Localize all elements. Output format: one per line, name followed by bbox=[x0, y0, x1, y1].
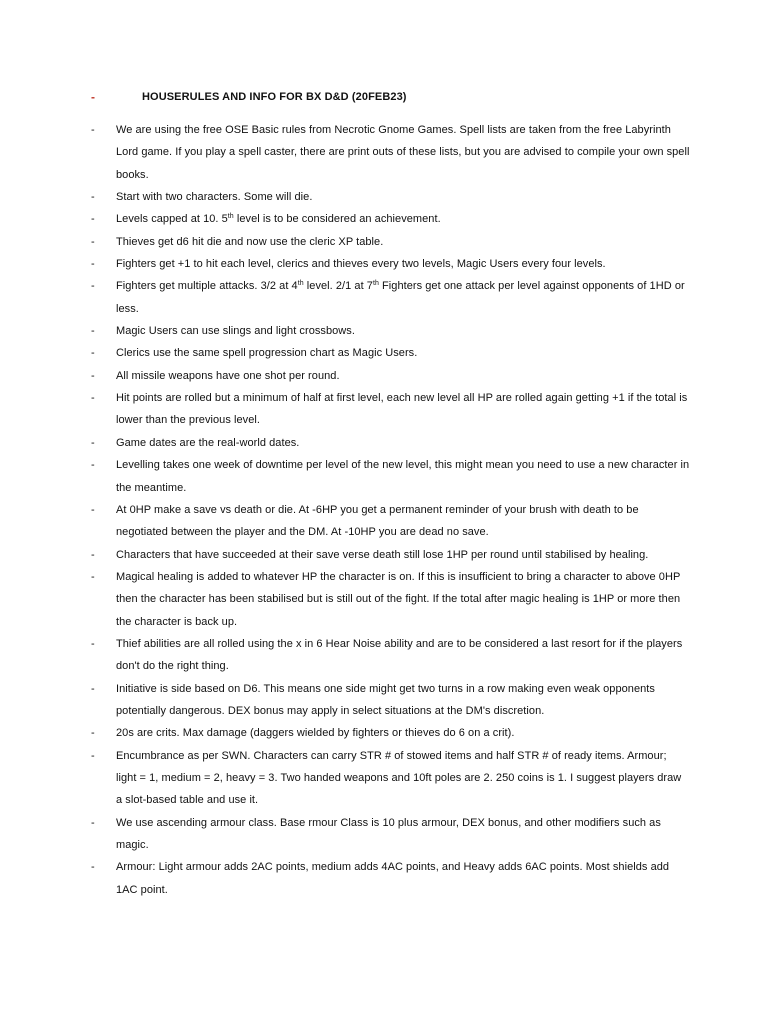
rule-text: Fighters get multiple attacks. 3/2 at 4th level. 2/1 at 7th Fighters get one attack per level against opponents of 1HD or less. bbox=[116, 280, 685, 315]
rule-bullet: - bbox=[91, 548, 95, 561]
rule-bullet: - bbox=[91, 392, 95, 405]
rule-item bbox=[90, 745, 690, 812]
rule-bullet: - bbox=[91, 816, 95, 829]
rule-bullet: - bbox=[91, 191, 95, 204]
rule-text: Magical healing is added to whatever HP the character is on. If this is insufficient to bring a character to above 0HP then the character has been stabilised but is still out of the fight. If the total after magic healing is 1HP or more then the character is back up. bbox=[116, 570, 681, 628]
rule-item bbox=[90, 856, 690, 901]
rule-item bbox=[90, 119, 690, 186]
rule-text: Encumbrance as per SWN. Characters can carry STR # of stowed items and half STR # of ready items. Armour; light = 1, medium = 2, heavy = 3. Two handed weapons and 10ft poles are 2. 250 coins is 1. I suggest players draw a slot-based table and use it. bbox=[116, 749, 682, 807]
rule-text: Armour: Light armour adds 2AC points, medium adds 4AC points, and Heavy adds 6AC points. Most shields add 1AC point. bbox=[116, 861, 670, 896]
rule-bullet: - bbox=[91, 570, 95, 583]
rule-bullet: - bbox=[91, 347, 95, 360]
rule-item bbox=[90, 722, 690, 744]
rule-bullet: - bbox=[91, 258, 95, 271]
rule-bullet: - bbox=[91, 727, 95, 740]
rule-item bbox=[90, 186, 690, 208]
rule-text: We are using the free OSE Basic rules from Necrotic Gnome Games. Spell lists are taken from the free Labyrinth Lord game. If you play a spell caster, there are print outs of these lists, but you are advised to compile your own spell books. bbox=[116, 124, 690, 181]
rule-item bbox=[90, 454, 690, 499]
rule-item bbox=[90, 566, 690, 633]
rule-item bbox=[90, 253, 690, 275]
rule-text: Clerics use the same spell progression chart as Magic Users. bbox=[116, 347, 418, 360]
rule-item bbox=[90, 432, 690, 454]
rule-text: Game dates are the real-world dates. bbox=[116, 436, 300, 449]
rule-item bbox=[90, 208, 690, 230]
rule-text: Start with two characters. Some will die. bbox=[116, 191, 313, 204]
rule-bullet: - bbox=[91, 213, 95, 226]
rule-bullet: - bbox=[91, 325, 95, 338]
rule-bullet: - bbox=[91, 235, 95, 248]
rule-text: Characters that have succeeded at their save verse death still lose 1HP per round until stabilised by healing. bbox=[116, 548, 649, 561]
rule-item bbox=[90, 812, 690, 857]
rule-item bbox=[90, 231, 690, 253]
title-row bbox=[91, 90, 691, 104]
rule-text: Levels capped at 10. 5th level is to be considered an achievement. bbox=[116, 213, 441, 226]
house-rules-list bbox=[90, 119, 690, 901]
rule-text: At 0HP make a save vs death or die. At -6HP you get a permanent reminder of your brush with death to be negotiated between the player and the DM. At -10HP you are dead no save. bbox=[116, 503, 639, 539]
rule-text: We use ascending armour class. Base rmour Class is 10 plus armour, DEX bonus, and other modifiers such as magic. bbox=[116, 816, 661, 851]
rule-item bbox=[90, 365, 690, 387]
title-bullet: - bbox=[91, 90, 95, 104]
rule-item bbox=[90, 544, 690, 566]
rule-bullet: - bbox=[91, 124, 95, 136]
rule-item bbox=[90, 499, 690, 544]
rule-text: Magic Users can use slings and light crossbows. bbox=[116, 325, 355, 338]
rule-bullet: - bbox=[91, 637, 95, 650]
rule-text: Thieves get d6 hit die and now use the cleric XP table. bbox=[116, 235, 384, 248]
rule-text: Fighters get +1 to hit each level, clerics and thieves every two levels, Magic Users every four levels. bbox=[116, 258, 606, 271]
rule-bullet: - bbox=[91, 459, 95, 472]
rule-text: Thief abilities are all rolled using the x in 6 Hear Noise ability and are to be considered a last resort for if the players don't do the right thing. bbox=[116, 637, 683, 673]
document-title: HOUSERULES AND INFO FOR BX D&D (20FEB23) bbox=[142, 91, 407, 103]
rule-bullet: - bbox=[91, 503, 95, 516]
rule-text: Levelling takes one week of downtime per level of the new level, this might mean you need to use a new character in the meantime. bbox=[116, 459, 690, 494]
rule-bullet: - bbox=[91, 436, 95, 449]
rule-bullet: - bbox=[91, 861, 95, 874]
rule-item bbox=[90, 387, 690, 432]
rule-bullet: - bbox=[91, 682, 95, 695]
rule-text: Initiative is side based on D6. This means one side might get two turns in a row making even weak opponents potentially dangerous. DEX bonus may apply in select situations at the DM's discretion. bbox=[116, 682, 655, 717]
rule-item bbox=[90, 342, 690, 364]
rule-item bbox=[90, 320, 690, 342]
rule-item bbox=[90, 633, 690, 678]
rule-bullet: - bbox=[91, 369, 95, 382]
rule-text: 20s are crits. Max damage (daggers wielded by fighters or thieves do 6 on a crit). bbox=[116, 727, 515, 740]
rule-text: Hit points are rolled but a minimum of half at first level, each new level all HP are rolled again getting +1 if the total is lower than the previous level. bbox=[116, 392, 688, 427]
rule-item bbox=[90, 275, 690, 320]
rule-item bbox=[90, 678, 690, 723]
rule-text: All missile weapons have one shot per round. bbox=[116, 369, 340, 382]
rule-bullet: - bbox=[91, 749, 95, 762]
rule-bullet: - bbox=[91, 280, 95, 293]
